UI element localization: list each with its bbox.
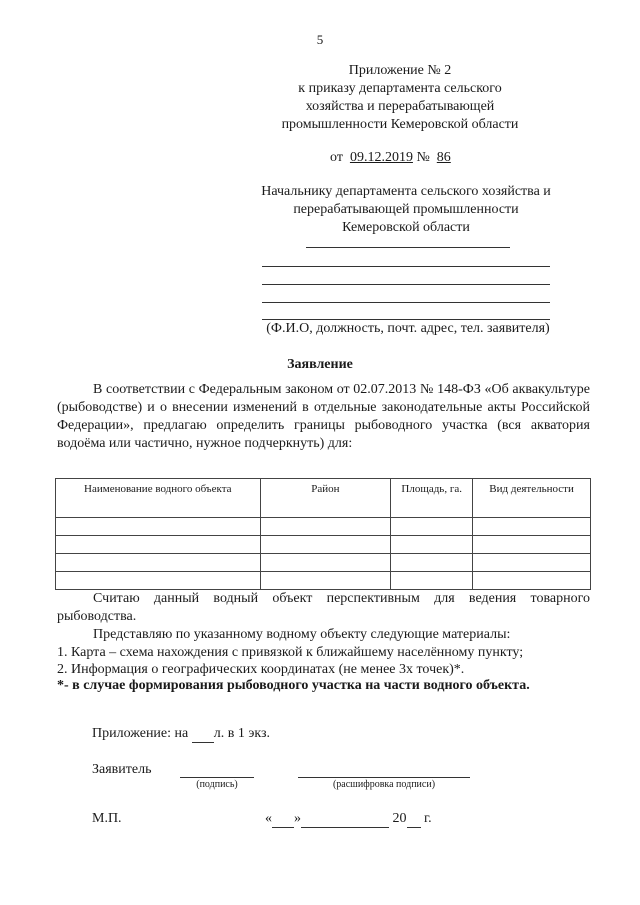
attachment-line [92,726,270,743]
document-title: Заявление [287,357,353,372]
table-row [56,536,591,554]
table-cell[interactable] [56,536,261,554]
perspective-paragraph: Считаю данный водный объект перспективным для ведения товарного рыбоводства. [57,591,590,624]
table-cell[interactable] [56,518,261,536]
table-row [56,554,591,572]
appendix-line-4: промышленности Кемеровской области [281,117,519,132]
table-cell[interactable] [260,572,391,590]
page-number: 5 [316,32,324,47]
table-header-row [56,479,591,518]
table-row [56,518,591,536]
table-row [56,572,591,590]
table-cell[interactable] [473,536,591,554]
perspective-block [57,590,590,644]
materials-list [57,644,597,678]
header-activity: Вид деятельности [473,479,591,518]
order-reference [330,150,451,166]
fill-line[interactable] [306,247,510,248]
table-cell[interactable] [473,554,591,572]
year-field[interactable] [407,811,421,828]
order-number-sign: № [416,150,430,165]
materials-intro: Представляю по указанному водному объекту следующие материалы: [93,627,511,642]
footnote: *- в случае формирования рыбоводного участка на части водного объекта. [57,678,530,693]
water-object-table [55,478,591,590]
header-object-name: Наименование водного объекта [56,479,261,518]
appendix-line-3: хозяйства и перерабатывающей [305,99,495,114]
table-cell[interactable] [473,518,591,536]
order-number: 86 [436,150,451,165]
table-cell[interactable] [56,572,261,590]
date-close-quote: » [294,811,301,826]
table-cell[interactable] [260,518,391,536]
year-prefix: 20 [392,811,407,826]
date-open-quote: « [265,811,272,826]
fill-line[interactable] [262,319,550,320]
order-date: 09.12.2019 [349,150,413,165]
addressee-line-1: Начальнику департамента сельского хозяйства и [261,184,551,199]
sheet-count-field[interactable] [192,726,214,743]
year-suffix: г. [424,811,432,826]
header-area: Площадь, га. [391,479,473,518]
table-cell[interactable] [391,536,473,554]
fill-line[interactable] [262,302,550,303]
fill-line[interactable] [262,266,550,267]
month-field[interactable] [301,811,389,828]
applicant-label: Заявитель [92,762,152,777]
attachment-prefix: Приложение: на [92,726,189,741]
table-cell[interactable] [56,554,261,572]
table-cell[interactable] [260,536,391,554]
table-cell[interactable] [391,518,473,536]
appendix-line-2: к приказу департамента сельского [298,81,502,96]
fill-line[interactable] [262,284,550,285]
date-line [265,811,432,828]
addressee-block [246,183,566,237]
list-item: 1. Карта – схема нахождения с привязкой к ближайшему населённому пункту; [57,645,524,660]
statement-body [57,381,590,453]
table-cell[interactable] [391,572,473,590]
signature-line[interactable] [180,777,254,778]
signature-decode-line[interactable] [298,777,470,778]
applicant-caption: (Ф.И.О, должность, почт. адрес, тел. заявителя) [266,321,550,336]
table-cell[interactable] [391,554,473,572]
list-item: 2. Информация о географических координатах (не менее 3х точек)*. [57,662,465,677]
addressee-line-2: перерабатывающей промышленности [293,202,519,217]
addressee-line-3: Кемеровской области [342,220,470,235]
day-field[interactable] [272,811,294,828]
attachment-suffix: л. в 1 экз. [213,726,271,741]
appendix-header [270,62,530,134]
signature-caption: (подпись) [196,779,238,790]
table-cell[interactable] [260,554,391,572]
header-district: Район [260,479,391,518]
signature-decode-caption: (расшифровка подписи) [332,779,436,790]
stamp-label: М.П. [92,811,122,826]
statement-paragraph: В соответствии с Федеральным законом от 02.07.2013 № 148-ФЗ «Об аквакультуре (рыбоводстве) и о внесении изменений в отдельные законодательные акты Российской Федерации», предлагаю определить границы рыбоводного участка (вся акватория водоёма или частично, нужное подчеркнуть) для: [57,382,590,451]
order-prefix: от [330,150,343,165]
table-cell[interactable] [473,572,591,590]
appendix-line-1: Приложение № 2 [348,63,452,78]
